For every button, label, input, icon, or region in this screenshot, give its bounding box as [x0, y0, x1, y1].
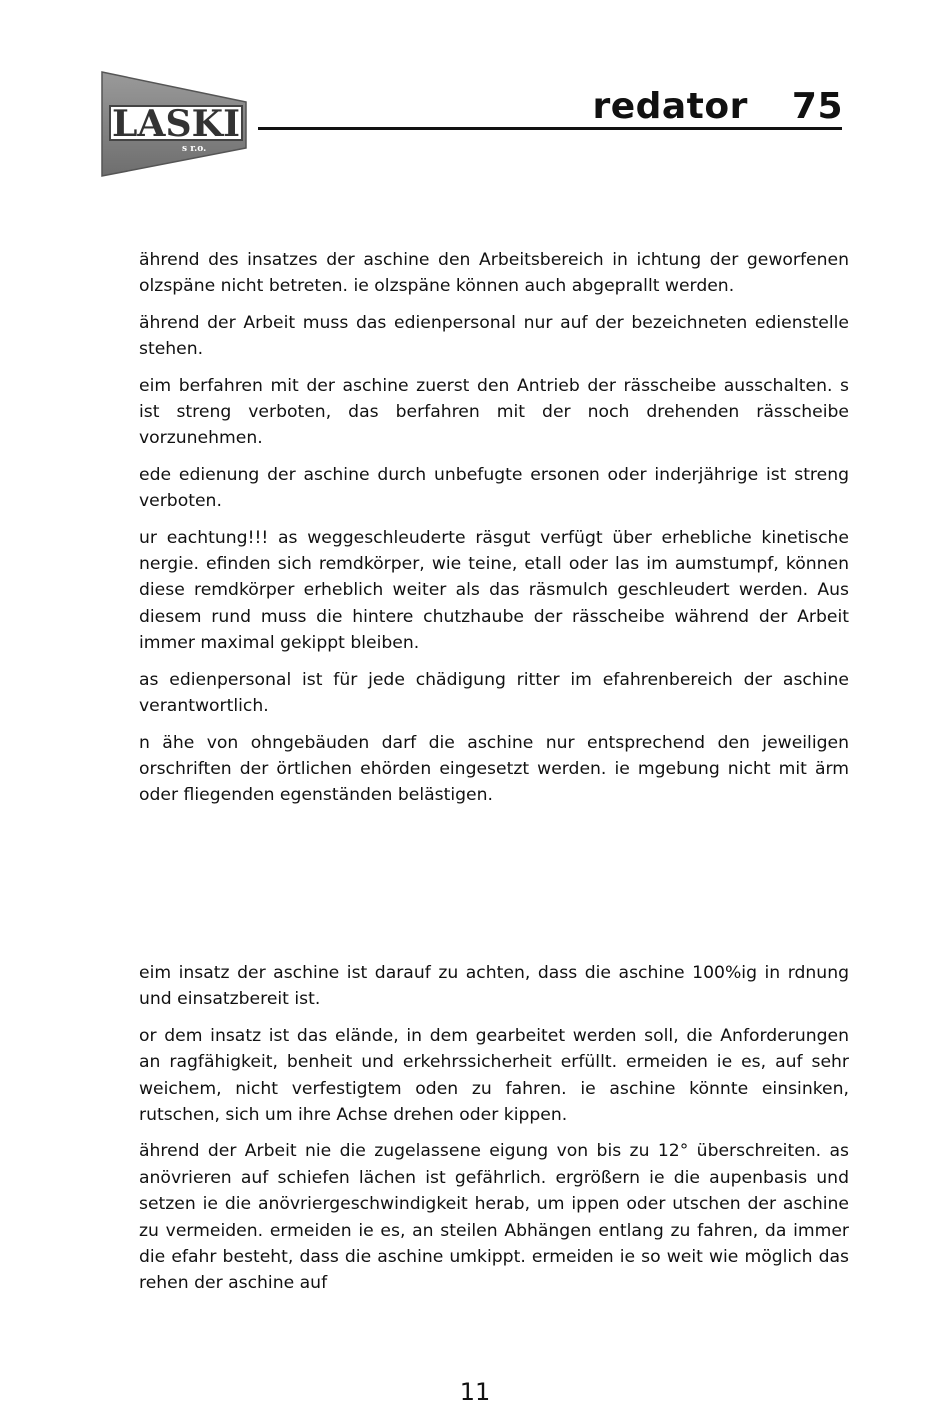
paragraph: or dem insatz ist das elände, in dem gearbeitet werden soll, die Anforderungen an ragfähigkeit, benheit und erkehrssicherheit erfüllt. ermeiden ie es, auf sehr weichem, nicht verfestigtem oden zu fahren. ie aschine könnte einsinken, rutschen, sich um ihre Achse drehen oder kippen.: [139, 1025, 849, 1126]
paragraph: eim berfahren mit der aschine zuerst den Antrieb der rässcheibe ausschalten. s ist streng verboten, das berfahren mit der noch drehenden rässcheibe vorzunehmen.: [139, 375, 849, 449]
header-title: [592, 86, 843, 127]
paragraph: eim insatz der aschine ist darauf zu achten, dass die aschine 100%ig in rdnung und einsatzbereit ist.: [139, 963, 849, 1010]
paragraph: ährend des insatzes der aschine den Arbeitsbereich in ichtung der geworfenen olzspäne nicht betreten. ie olzspäne können auch abgeprallt werden.: [139, 250, 849, 297]
svg-text:s r.o.: s r.o.: [182, 144, 207, 154]
model-number: 75: [791, 86, 843, 127]
paragraph: ährend der Arbeit nie die zugelassene eigung von bis zu 12° überschreiten. as anövrieren auf schiefen lächen ist gefährlich. ergrößern ie die aupenbasis und setzen ie die anövriergeschwindigkeit herab, um ippen oder utschen der aschine zu vermeiden. ermeiden ie es, an steilen Abhängen entlang zu fahren, da immer die efahr besteht, dass die aschine umkippt. ermeiden ie so weit wie möglich das rehen der aschine auf: [139, 1141, 849, 1294]
header-rule: [258, 127, 842, 130]
paragraph: n ähe von ohngebäuden darf die aschine nur entsprechend den jeweiligen orschriften der örtlichen ehörden eingesetzt werden. ie mgebung nicht mit ärm oder fliegenden egenständen belästigen.: [139, 732, 849, 806]
paragraph: ur eachtung!!! as weggeschleuderte räsgut verfügt über erhebliche kinetische nergie. efinden sich remdkörper, wie teine, etall oder las im aumstumpf, können diese remdkörper erheblich weiter als das räsmulch geschleudert werden. Aus diesem rund muss die hintere chutzhaube der rässcheibe während der Arbeit immer maximal gekippt bleiben.: [139, 527, 849, 654]
page-number: 11: [459, 1378, 491, 1406]
paragraph: ede edienung der aschine durch unbefugte ersonen oder inderjährige ist streng verboten.: [139, 464, 849, 512]
operation-section: [139, 960, 849, 1307]
laski-logo: [98, 70, 248, 178]
paragraph: as edienpersonal ist für jede chädigung ritter im efahrenbereich der aschine verantwortlich.: [139, 669, 849, 717]
svg-text:LASKI: LASKI: [112, 103, 240, 145]
safety-section: [139, 247, 849, 819]
paragraph: ährend der Arbeit muss das edienpersonal nur auf der bezeichneten edienstelle stehen.: [139, 312, 849, 360]
model-name: redator: [592, 86, 748, 127]
